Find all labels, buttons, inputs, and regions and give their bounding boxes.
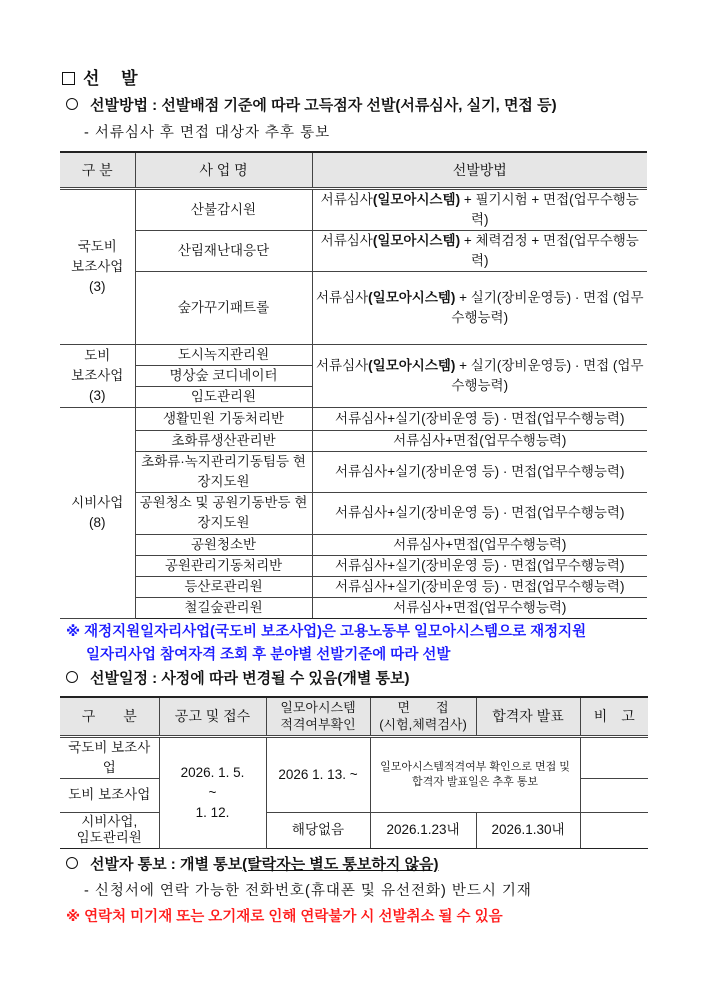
- header-remarks: 비 고: [580, 697, 648, 736]
- section-title: [62, 64, 138, 89]
- application-period: 2026. 1. 5. ~ 1. 12.: [159, 736, 266, 848]
- square-bullet-icon: [62, 72, 75, 85]
- group-national: 국도비 보조사업 (3): [60, 188, 135, 344]
- job-cell: 초화류·녹지관리기동팀등 현장지도원: [135, 451, 312, 492]
- remarks-cell: [580, 812, 648, 848]
- schedule-text: 사정에 따라 변경될 수 있음(개별 통보): [161, 670, 410, 687]
- job-cell: 도시녹지관리원: [135, 344, 312, 365]
- schedule-table: [60, 696, 648, 849]
- city-announcement: 2026.1.30내: [476, 812, 580, 848]
- method-cell: 서류심사+실기(장비운영 등) · 면접(업무수행능력): [312, 451, 647, 492]
- method-label: 선발방법: [90, 97, 148, 114]
- method-cell: 서류심사(일모아시스템) + 실기(장비운영등) · 면접 (업무수행능력): [312, 271, 647, 344]
- job-cell: 생활민원 기동처리반: [135, 407, 312, 430]
- circle-bullet-icon: [66, 671, 78, 683]
- method-note: - 서류심사 후 면접 대상자 추후 통보: [84, 125, 331, 141]
- job-cell: 철길숲관리원: [135, 597, 312, 618]
- schedule-label: 선발일정: [90, 670, 148, 687]
- section-title-text: 선 발: [83, 69, 138, 88]
- header-interview: 면 접 (시험,체력검사): [370, 697, 476, 736]
- circle-bullet-icon: [66, 98, 78, 110]
- header-job: 사 업 명: [135, 152, 312, 188]
- job-cell: 임도관리원: [135, 386, 312, 407]
- method-cell: 서류심사+실기(장비운영 등) · 면접(업무수행능력): [312, 492, 647, 534]
- method-cell: 서류심사+면접(업무수행능력): [312, 597, 647, 618]
- row-category: 시비사업, 임도관리원: [60, 812, 159, 848]
- remarks-cell: [580, 736, 648, 778]
- header-category: 구 분: [60, 697, 159, 736]
- selection-method-table: [60, 151, 647, 619]
- notify-note: - 신청서에 연락 가능한 전화번호(휴대폰 및 유선전화) 반드시 기재: [84, 883, 532, 899]
- job-cell: 초화류생산관리반: [135, 430, 312, 451]
- method-text: 선발배점 기준에 따라 고득점자 선발(서류심사, 실기, 면접 등): [161, 97, 557, 114]
- header-category: 구 분: [60, 152, 135, 188]
- job-cell: 공원청소반: [135, 534, 312, 555]
- row-category: 국도비 보조사업: [60, 736, 159, 778]
- schedule-line: 선발일정 : 사정에 따라 변경될 수 있음(개별 통보): [66, 667, 410, 688]
- method-cell: 서류심사+실기(장비운영 등) · 면접(업무수행능력): [312, 576, 647, 597]
- header-application: 공고 및 접수: [159, 697, 266, 736]
- city-interview: 2026.1.23내: [370, 812, 476, 848]
- group-provincial: 도비 보조사업 (3): [60, 344, 135, 407]
- row-category: 도비 보조사업: [60, 778, 159, 812]
- notify-text: 개별 통보: [179, 856, 243, 873]
- method-cell: 서류심사+실기(장비운영 등) · 면접(업무수행능력): [312, 555, 647, 576]
- notice-blue-line2: 일자리사업 참여자격 조회 후 분야별 선발기준에 따라 선발: [86, 647, 451, 663]
- method-cell: 서류심사+실기(장비운영 등) · 면접(업무수행능력): [312, 407, 647, 430]
- method-cell: 서류심사(일모아시스템) + 필기시험 + 면접(업무수행능력): [312, 188, 647, 230]
- job-cell: 공원청소 및 공원기동반등 현장지도원: [135, 492, 312, 534]
- header-announcement: 합격자 발표: [476, 697, 580, 736]
- method-line: 선발방법 : 선발배점 기준에 따라 고득점자 선발(서류심사, 실기, 면접 등): [66, 94, 557, 115]
- notify-label: 선발자 통보: [90, 856, 167, 873]
- notify-line: 선발자 통보 : 개별 통보(탈락자는 별도 통보하지 않음): [66, 853, 438, 874]
- job-cell: 등산로관리원: [135, 576, 312, 597]
- job-cell: 숲가꾸기패트롤: [135, 271, 312, 344]
- notice-blue-line1: ※ 재정지원일자리사업(국도비 보조사업)은 고용노동부 일모아시스템으로 재정지원: [66, 624, 587, 640]
- job-cell: 명상숲 코디네이터: [135, 365, 312, 386]
- merged-note: 일모아시스템적격여부 확인으로 면접 및 합격자 발표일은 추후 통보: [370, 736, 580, 812]
- job-cell: 산불감시원: [135, 188, 312, 230]
- notify-underlined: (탈락자는 별도 통보하지 않음): [242, 856, 439, 873]
- method-cell: 서류심사+면접(업무수행능력): [312, 534, 647, 555]
- method-cell: 서류심사+면접(업무수행능력): [312, 430, 647, 451]
- header-eligibility: 일모아시스템 적격여부확인: [266, 697, 370, 736]
- job-cell: 산림재난대응단: [135, 230, 312, 271]
- eligibility-check: 2026 1. 13. ~: [266, 736, 370, 812]
- circle-bullet-icon: [66, 857, 78, 869]
- city-eligibility: 해당없음: [266, 812, 370, 848]
- header-method: 선발방법: [312, 152, 647, 188]
- method-cell: 서류심사(일모아시스템) + 실기(장비운영등) · 면접 (업무수행능력): [312, 344, 647, 407]
- warning-red: ※ 연락처 미기재 또는 오기재로 인해 연락불가 시 선발취소 될 수 있음: [66, 909, 503, 925]
- remarks-cell: [580, 778, 648, 812]
- method-cell: 서류심사(일모아시스템) + 체력검정 + 면접(업무수행능력): [312, 230, 647, 271]
- job-cell: 공원관리기동처리반: [135, 555, 312, 576]
- group-city: 시비사업 (8): [60, 407, 135, 618]
